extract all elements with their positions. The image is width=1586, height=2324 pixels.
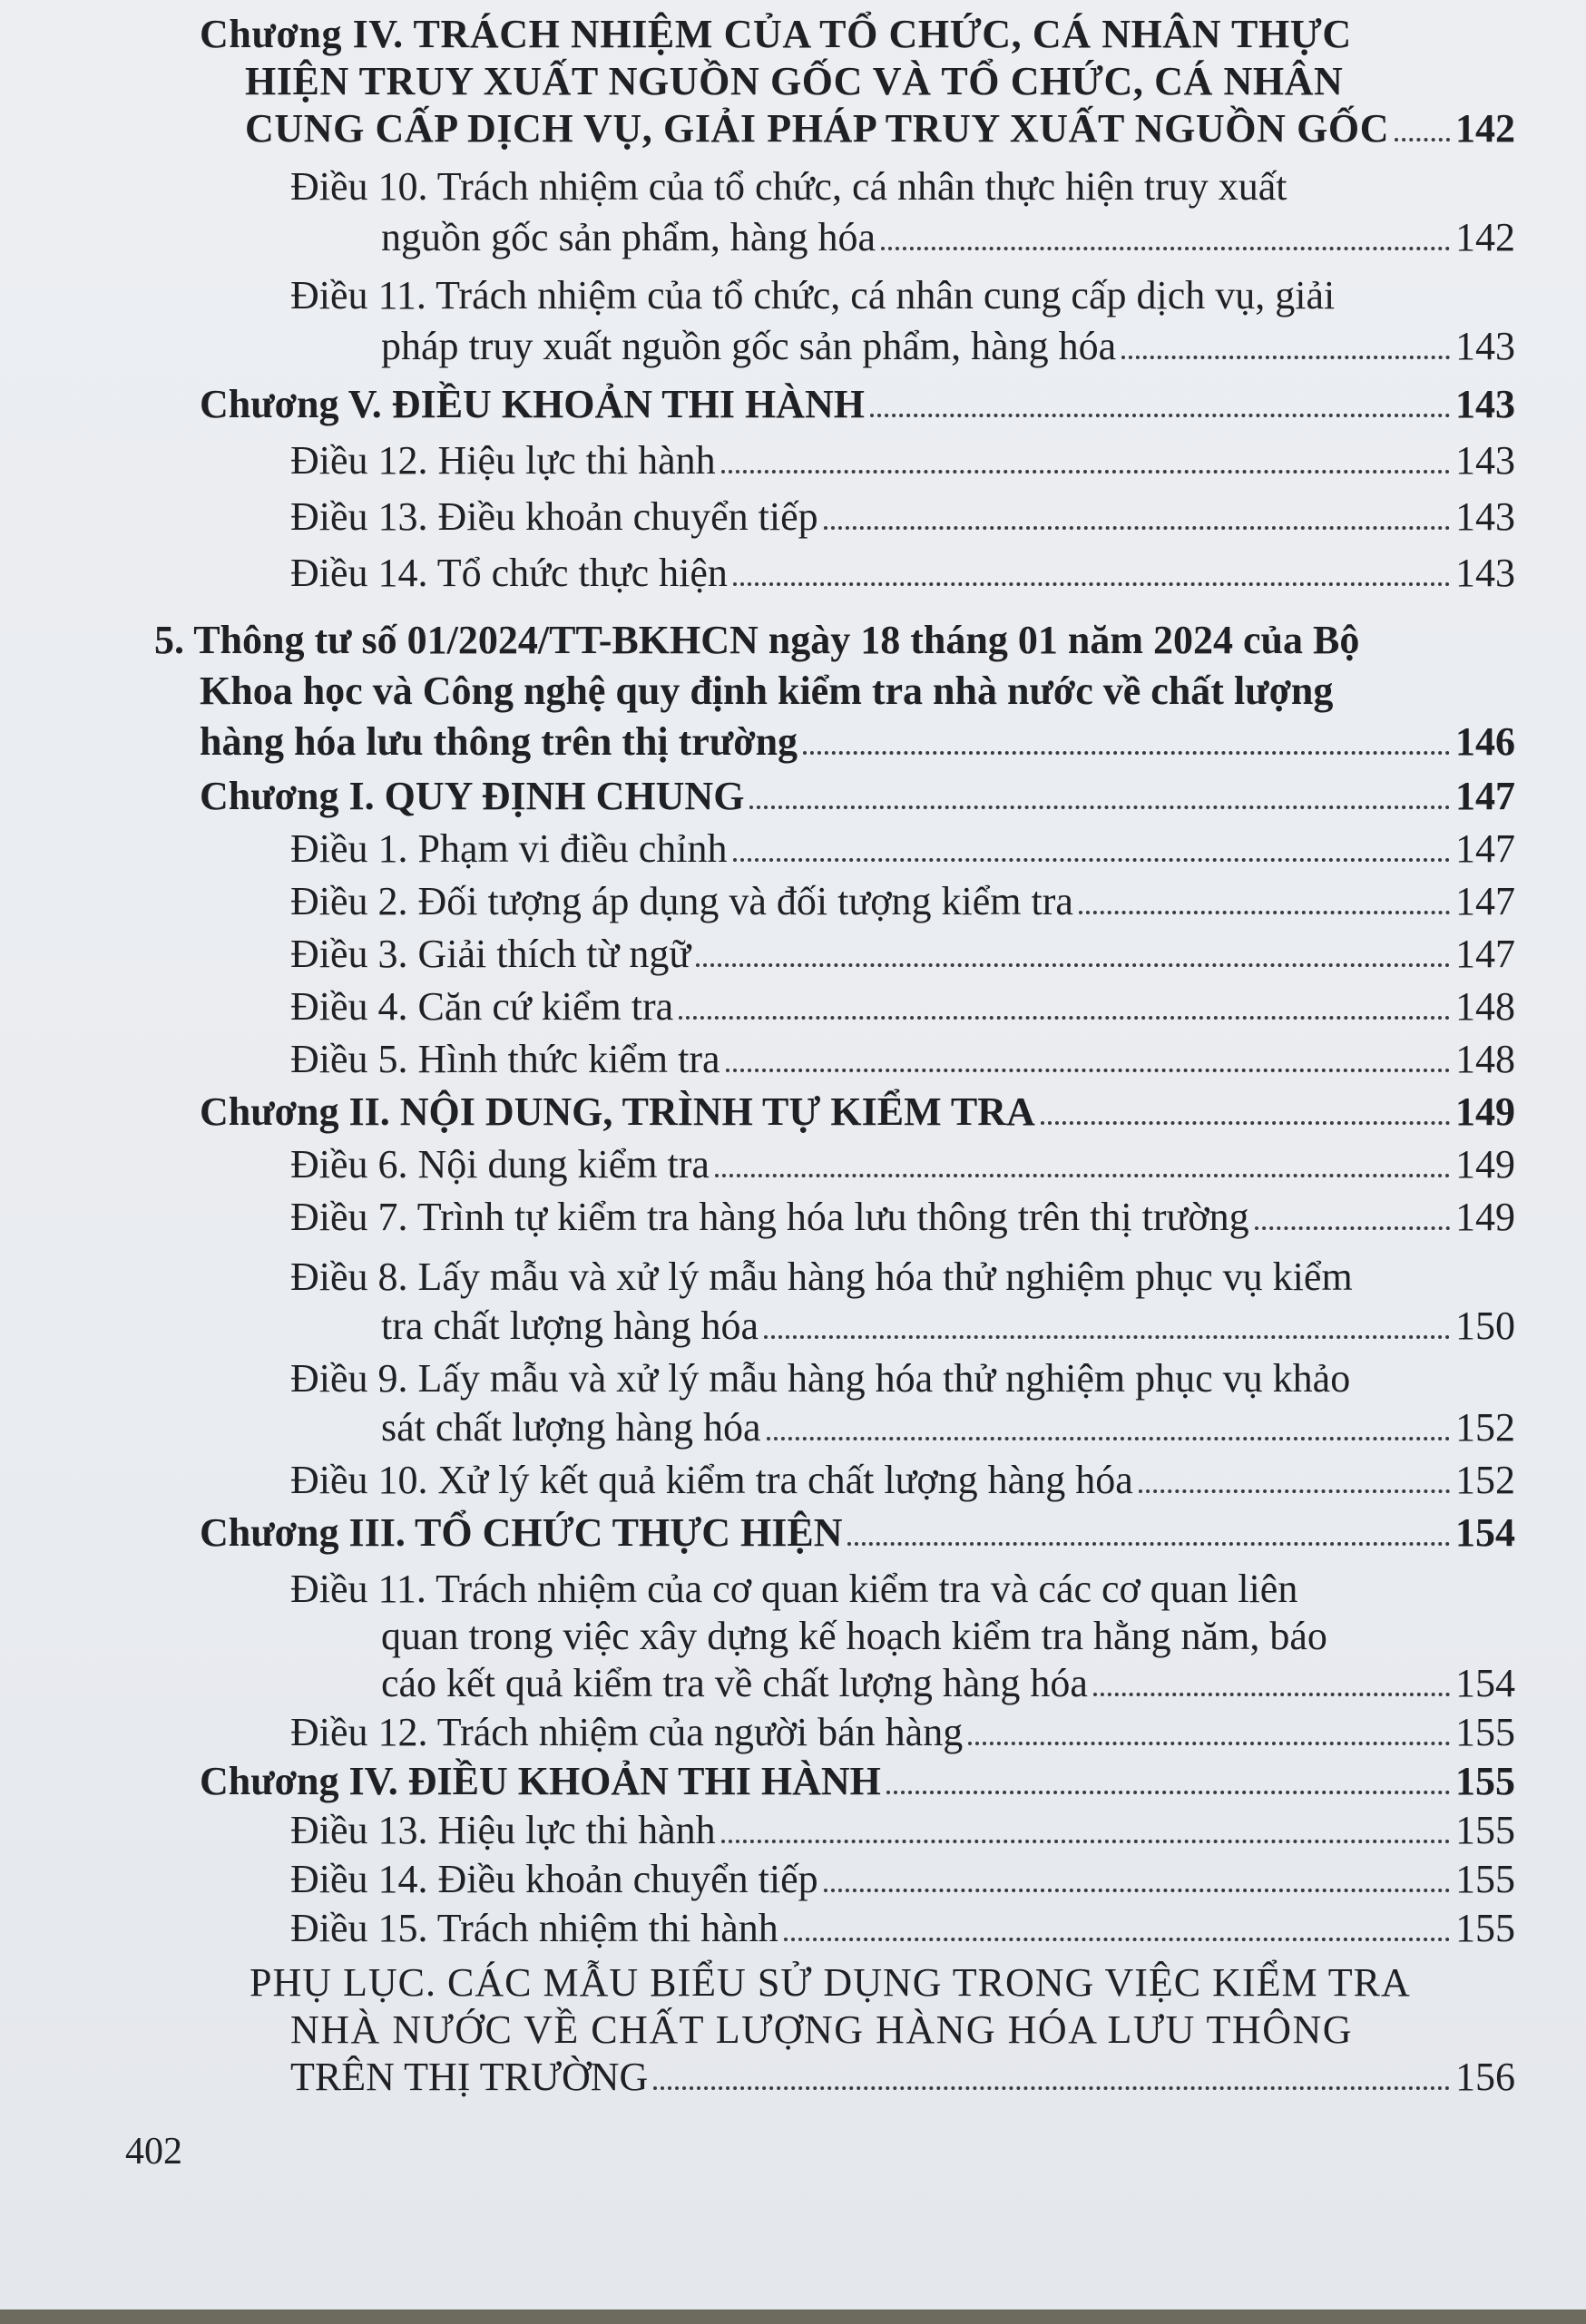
page-number: 402 (125, 2131, 182, 2173)
toc-page-number: 143 (1455, 494, 1515, 539)
toc-entry-line: Điều 11. Trách nhiệm của cơ quan kiểm tra và các cơ quan liên (290, 1567, 1298, 1611)
toc-appendix-line: NHÀ NƯỚC VỀ CHẤT LƯỢNG HÀNG HÓA LƯU THÔNG (290, 2007, 1354, 2052)
toc-entry[interactable] (136, 825, 1515, 873)
dot-leader (1093, 1693, 1450, 1696)
toc-page-number: 143 (1455, 551, 1515, 595)
toc-entry-label: Điều 14. Điều khoản chuyển tiếp (290, 1857, 818, 1901)
toc-chapter-heading-line: HIỆN TRUY XUẤT NGUỒN GỐC VÀ TỔ CHỨC, CÁ NHÂN (245, 59, 1344, 103)
toc-appendix-line: PHỤ LỤC. CÁC MẪU BIỂU SỬ DỤNG TRONG VIỆC KIỂM TRA (250, 1960, 1411, 2005)
toc-entry[interactable] (136, 1303, 1515, 1350)
toc-page-number: 152 (1455, 1458, 1515, 1502)
dot-leader (696, 963, 1450, 967)
toc-entry-line: Điều 10. Trách nhiệm của tổ chức, cá nhân thực hiện truy xuất (290, 164, 1287, 209)
toc-entry-label: Điều 1. Phạm vi điều chỉnh (290, 826, 728, 871)
toc-entry-label: Chương III. TỔ CHỨC THỰC HIỆN (200, 1510, 843, 1555)
toc-entry-label: Điều 10. Xử lý kết quả kiểm tra chất lượng hàng hóa (290, 1458, 1133, 1502)
toc-entry-label: Điều 4. Căn cứ kiểm tra (290, 984, 674, 1029)
dot-leader (847, 1542, 1450, 1546)
toc-entry-label: Điều 3. Giải thích từ ngữ (290, 932, 691, 976)
toc-entry-label: Điều 15. Trách nhiệm thi hành (290, 1906, 778, 1950)
toc-entry-chapter[interactable] (136, 105, 1515, 152)
toc-entry-label: CUNG CẤP DỊCH VỤ, GIẢI PHÁP TRUY XUẤT NGUỒN GỐC (245, 106, 1390, 151)
dot-leader (784, 1938, 1450, 1941)
dot-leader (653, 2086, 1450, 2090)
toc-entry-line: Điều 8. Lấy mẫu và xử lý mẫu hàng hóa thử nghiệm phục vụ kiểm (290, 1255, 1353, 1299)
toc-page-number: 155 (1455, 1759, 1515, 1803)
dot-leader (726, 1069, 1450, 1072)
dot-leader (1041, 1121, 1450, 1125)
dot-leader (870, 414, 1450, 417)
toc-entry[interactable] (136, 983, 1515, 1030)
toc-entry-label: cáo kết quả kiểm tra về chất lượng hàng hóa (381, 1661, 1088, 1705)
toc-entry-label: Điều 14. Tổ chức thực hiện (290, 551, 728, 595)
toc-entry-label: Chương II. NỘI DUNG, TRÌNH TỰ KIỂM TRA (200, 1089, 1035, 1134)
toc-entry[interactable] (136, 323, 1515, 370)
toc-entry[interactable] (136, 1141, 1515, 1188)
toc-page-number: 148 (1455, 1037, 1515, 1081)
dot-leader (1395, 138, 1450, 142)
toc-entry[interactable] (136, 1807, 1515, 1854)
dot-leader (968, 1742, 1450, 1745)
toc-page-number: 147 (1455, 826, 1515, 871)
toc-page-number: 142 (1455, 106, 1515, 151)
toc-entry-label: nguồn gốc sản phẩm, hàng hóa (381, 215, 876, 259)
toc-entry[interactable] (136, 1404, 1515, 1451)
dot-leader (721, 1840, 1450, 1843)
toc-entry-label: Điều 2. Đối tượng áp dụng và đối tượng kiểm tra (290, 879, 1073, 923)
toc-page-number: 155 (1455, 1808, 1515, 1852)
toc-entry[interactable] (136, 1036, 1515, 1083)
toc-entry-label: Chương V. ĐIỀU KHOẢN THI HÀNH (200, 382, 865, 426)
toc-page-number: 147 (1455, 879, 1515, 923)
toc-page-number: 154 (1455, 1661, 1515, 1705)
toc-page-number: 147 (1455, 932, 1515, 976)
toc-entry-chapter[interactable] (136, 773, 1515, 820)
dot-leader (1121, 356, 1450, 359)
dot-leader (824, 1889, 1450, 1892)
dot-leader (679, 1016, 1450, 1020)
toc-page-number: 155 (1455, 1710, 1515, 1754)
toc-entry[interactable] (136, 493, 1515, 541)
toc-page-number: 146 (1455, 719, 1515, 764)
toc-entry-label: hàng hóa lưu thông trên thị trường (200, 719, 798, 764)
toc-entry-label: Điều 13. Điều khoản chuyển tiếp (290, 494, 818, 539)
toc-entry-label: pháp truy xuất nguồn gốc sản phẩm, hàng hóa (381, 324, 1117, 368)
toc-entry-chapter[interactable] (136, 381, 1515, 428)
toc-entry[interactable] (136, 878, 1515, 925)
dot-leader (733, 582, 1450, 586)
toc-entry[interactable] (136, 214, 1515, 261)
toc-entry-line: Điều 11. Trách nhiệm của tổ chức, cá nhân cung cấp dịch vụ, giải (290, 273, 1336, 317)
toc-entry-label: TRÊN THỊ TRƯỜNG (290, 2055, 649, 2099)
dot-leader (749, 806, 1450, 809)
dot-leader (733, 858, 1451, 862)
toc-page-number: 147 (1455, 774, 1515, 818)
toc-page-number: 149 (1455, 1142, 1515, 1186)
toc-page-number: 143 (1455, 324, 1515, 368)
toc-entry[interactable] (136, 1856, 1515, 1903)
toc-page-number: 149 (1455, 1089, 1515, 1134)
toc-entry-label: tra chất lượng hàng hóa (381, 1304, 759, 1348)
toc-entry-label: Điều 13. Hiệu lực thi hành (290, 1808, 716, 1852)
toc-entry[interactable] (136, 1905, 1515, 1952)
toc-entry[interactable] (136, 1660, 1515, 1707)
toc-section-line: 5. Thông tư số 01/2024/TT-BKHCN ngày 18 tháng 01 năm 2024 của Bộ (154, 618, 1360, 662)
toc-entry[interactable] (136, 1709, 1515, 1756)
toc-entry[interactable] (136, 1457, 1515, 1504)
dot-leader (886, 1791, 1450, 1794)
toc-entry-line: quan trong việc xây dựng kế hoạch kiểm tra hằng năm, báo (381, 1614, 1327, 1658)
toc-entry-line: Điều 9. Lấy mẫu và xử lý mẫu hàng hóa thử nghiệm phục vụ khảo (290, 1356, 1351, 1401)
toc-page-number: 152 (1455, 1405, 1515, 1450)
dot-leader (824, 526, 1450, 530)
dot-leader (881, 247, 1450, 250)
toc-entry-chapter[interactable] (136, 1758, 1515, 1805)
toc-page-number: 149 (1455, 1195, 1515, 1239)
toc-entry[interactable] (136, 437, 1515, 484)
toc-entry[interactable] (136, 931, 1515, 978)
toc-entry-label: Điều 12. Trách nhiệm của người bán hàng (290, 1710, 964, 1754)
dot-leader (803, 751, 1450, 755)
dot-leader (767, 1437, 1450, 1440)
toc-page-number: 155 (1455, 1906, 1515, 1950)
toc-page-number: 154 (1455, 1510, 1515, 1555)
toc-page-number: 142 (1455, 215, 1515, 259)
toc-page-number: 155 (1455, 1857, 1515, 1901)
toc-entry[interactable] (136, 550, 1515, 597)
dot-leader (1079, 911, 1450, 914)
dot-leader (764, 1335, 1450, 1339)
toc-section-line: Khoa học và Công nghệ quy định kiểm tra nhà nước về chất lượng (200, 669, 1334, 713)
toc-page-number: 143 (1455, 438, 1515, 483)
toc-entry-label: Điều 12. Hiệu lực thi hành (290, 438, 716, 483)
toc-entry[interactable] (136, 1194, 1515, 1241)
toc-entry-chapter[interactable] (136, 1509, 1515, 1557)
toc-entry-label: Điều 6. Nội dung kiểm tra (290, 1142, 710, 1186)
toc-page-number: 148 (1455, 984, 1515, 1029)
dot-leader (1255, 1226, 1450, 1230)
toc-entry-label: sát chất lượng hàng hóa (381, 1405, 761, 1450)
toc-entry-chapter[interactable] (136, 1089, 1515, 1136)
toc-chapter-heading-line: Chương IV. TRÁCH NHIỆM CỦA TỔ CHỨC, CÁ NHÂN THỰC (200, 12, 1352, 56)
toc-entry-label: Chương I. QUY ĐỊNH CHUNG (200, 774, 745, 818)
dot-leader (721, 470, 1450, 474)
toc-entry-label: Điều 5. Hình thức kiểm tra (290, 1037, 720, 1081)
dot-leader (715, 1174, 1450, 1177)
toc-page-number: 143 (1455, 382, 1515, 426)
toc-page-number: 156 (1455, 2055, 1515, 2099)
toc-page-number: 150 (1455, 1304, 1515, 1348)
toc-entry-label: Chương IV. ĐIỀU KHOẢN THI HÀNH (200, 1759, 881, 1803)
toc-entry-section[interactable] (136, 718, 1515, 766)
toc-entry-appendix[interactable] (136, 2054, 1515, 2101)
toc-entry-label: Điều 7. Trình tự kiểm tra hàng hóa lưu thông trên thị trường (290, 1195, 1249, 1239)
dot-leader (1139, 1489, 1450, 1493)
